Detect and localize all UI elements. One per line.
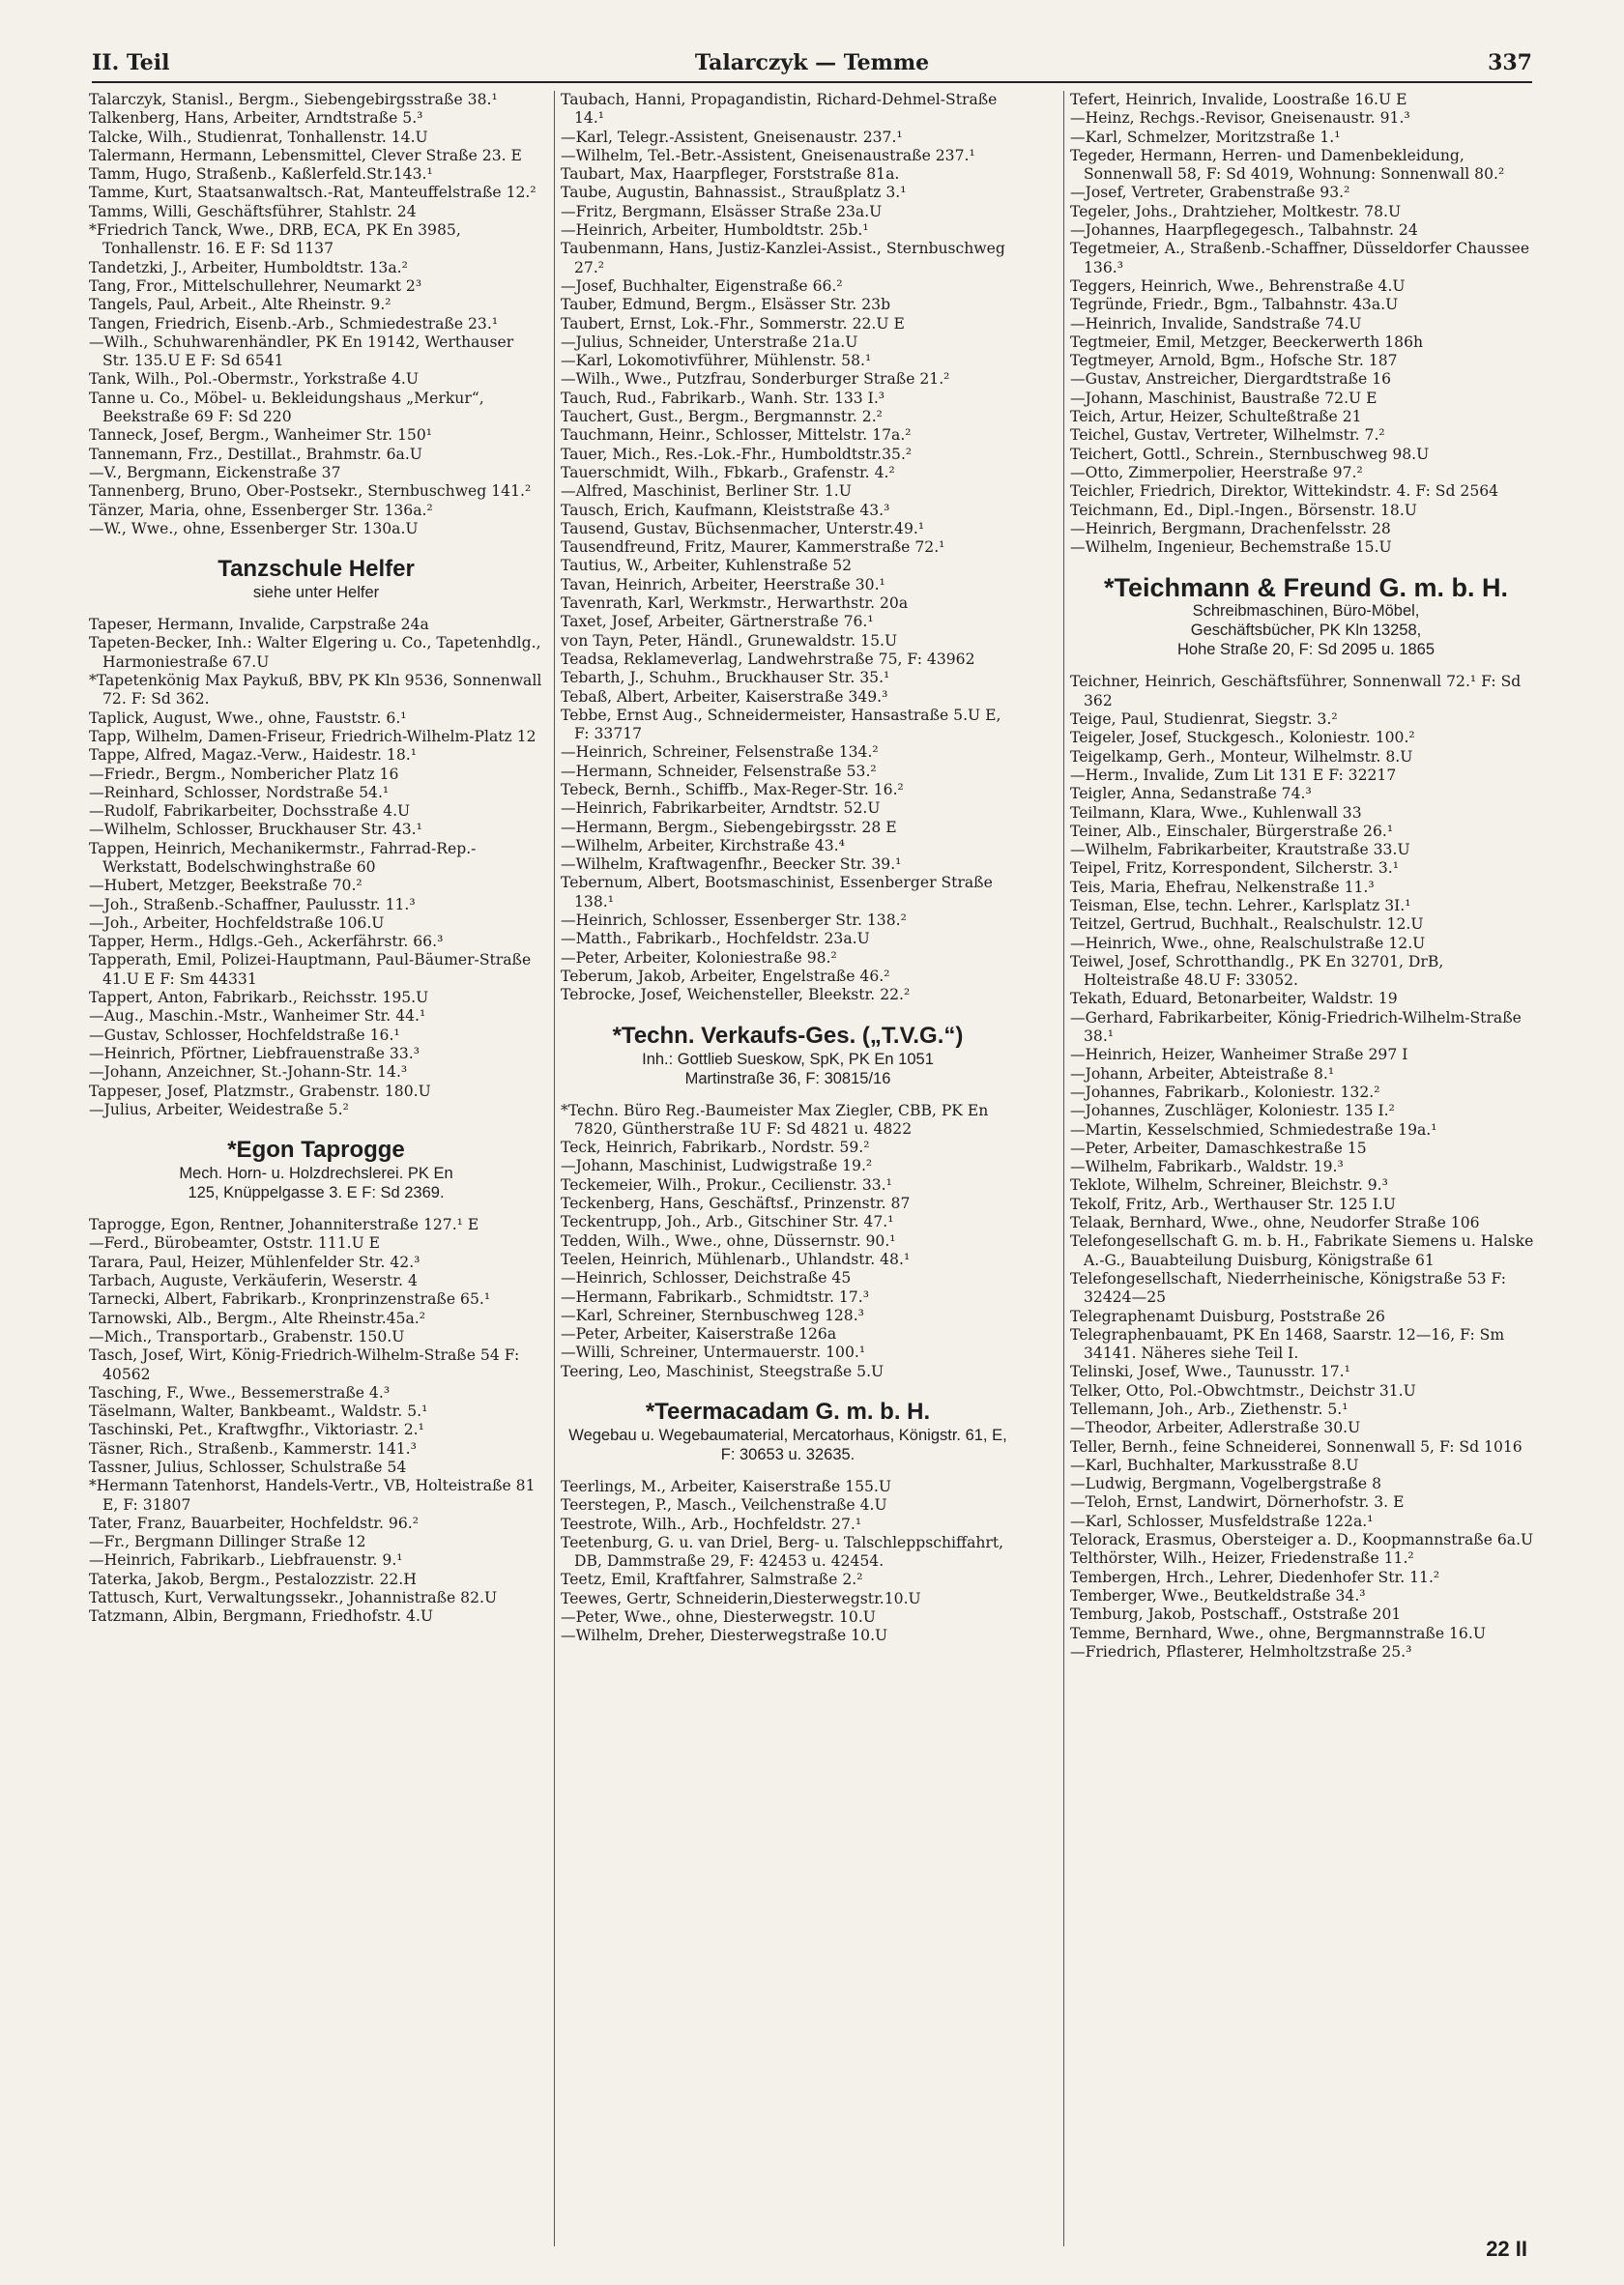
directory-entry: Tegründe, Friedr., Bgm., Talbahnstr. 43a.U <box>1070 296 1399 314</box>
directory-entry: —Wilhelm, Fabrikarbeiter, Krautstraße 33.U <box>1070 841 1410 859</box>
directory-entry: Talermann, Hermann, Lebensmittel, Clever Straße 23. E <box>89 146 522 164</box>
directory-entry: Telker, Otto, Pol.-Obwchtmstr., Deichstr 31.U <box>1070 1381 1416 1400</box>
entry-group <box>1070 673 1542 1662</box>
ad-tanzschule <box>89 556 543 602</box>
directory-entry: —Johann, Maschinist, Baustraße 72.U E <box>1070 389 1378 407</box>
directory-entry: Tandetzki, J., Arbeiter, Humboldtstr. 13a.² <box>89 258 408 276</box>
directory-entry: Tebrocke, Josef, Weichensteller, Bleekstr. 22.² <box>561 986 911 1004</box>
directory-entry: Tapperath, Emil, Polizei-Hauptmann, Paul-Bäumer-Straße 41.U E F: Sm 44331 <box>89 951 532 988</box>
ad-line: 125, Knüppelgasse 3. E F: Sd 2369. <box>188 1184 445 1202</box>
directory-entry: Taubenmann, Hans, Justiz-Kanzlei-Assist., Sternbuschweg 27.² <box>561 240 1005 276</box>
directory-entry: Tauer, Mich., Res.-Lok.-Fhr., Humboldtstr.35.² <box>561 445 913 463</box>
column-1 <box>89 91 543 2246</box>
directory-entry: —Ludwig, Bergmann, Vogelbergstraße 8 <box>1070 1475 1382 1493</box>
directory-entry: —Karl, Schreiner, Sternbuschweg 128.³ <box>561 1306 864 1324</box>
directory-entry: Teerlings, M., Arbeiter, Kaiserstraße 155.U <box>561 1478 892 1495</box>
directory-entry: Tang, Fror., Mittelschullehrer, Neumarkt 2³ <box>89 276 422 295</box>
directory-entry: —Hermann, Fabrikarb., Schmidtstr. 17.³ <box>561 1287 869 1306</box>
directory-entry: —Peter, Arbeiter, Kaiserstraße 126a <box>561 1325 837 1344</box>
directory-entry: Tarnowski, Alb., Bergm., Alte Rheinstr.45a.² <box>89 1309 426 1327</box>
directory-entry: —Karl, Buchhalter, Markusstraße 8.U <box>1070 1456 1359 1474</box>
directory-entry: Tänzer, Maria, ohne, Essenberger Str. 136a.² <box>89 501 433 519</box>
directory-entry: Teiner, Alb., Einschaler, Bürgerstraße 26.¹ <box>1070 822 1394 840</box>
directory-entry: Tamm, Hugo, Straßenb., Kaßlerfeld.Str.143.¹ <box>89 165 433 184</box>
directory-entry: Tappe, Alfred, Magaz.-Verw., Haidestr. 18.¹ <box>89 746 417 765</box>
directory-entry: —Karl, Schlosser, Musfeldstraße 122a.¹ <box>1070 1512 1374 1530</box>
directory-entry: —Willi, Schreiner, Untermauerstr. 100.¹ <box>561 1344 866 1362</box>
directory-entry: —Alfred, Maschinist, Berliner Str. 1.U <box>561 482 852 501</box>
directory-entry: —Mich., Transportarb., Grabenstr. 150.U <box>89 1327 405 1345</box>
directory-entry: —Josef, Buchhalter, Eigenstraße 66.² <box>561 276 843 295</box>
directory-entry: Talcke, Wilh., Studienrat, Tonhallenstr. 14.U <box>89 128 428 146</box>
directory-entry: Tannemann, Frz., Destillat., Brahmstr. 6a.U <box>89 445 422 463</box>
directory-entry: Teipel, Fritz, Korrespondent, Silcherstr. 3.¹ <box>1070 859 1399 878</box>
directory-entry: Tebaß, Albert, Arbeiter, Kaiserstraße 349.³ <box>561 687 888 706</box>
directory-entry: —Heinrich, Wwe., ohne, Realschulstraße 12.U <box>1070 934 1426 952</box>
directory-entry: Tarara, Paul, Heizer, Mühlenfelder Str. 42.³ <box>89 1253 420 1271</box>
directory-entry: Tapeten-Becker, Inh.: Walter Elgering u. Co., Tapetenhdlg., Harmoniestraße 67.U <box>89 634 541 671</box>
directory-entry: Tatzmann, Albin, Bergmann, Friedhofstr. 4.U <box>89 1607 434 1626</box>
directory-entry: Teckentrupp, Joh., Arb., Gitschiner Str. 47.¹ <box>561 1213 894 1231</box>
directory-entry: —Johann, Anzeichner, St.-Johann-Str. 14.³ <box>89 1063 408 1082</box>
directory-entry: —Hermann, Bergm., Siebengebirgsstr. 28 E <box>561 818 897 836</box>
directory-entry: —Wilhelm, Schlosser, Bruckhauser Str. 43.¹ <box>89 821 422 839</box>
directory-entry: —Heinrich, Schreiner, Felsenstraße 134.² <box>561 743 879 762</box>
directory-entry: Tappen, Heinrich, Mechanikermstr., Fahrrad-Rep.-Werkstatt, Bodelschwinghstraße 60 <box>89 839 477 876</box>
directory-entry: Teitzel, Gertrud, Buchhalt., Realschulstr. 12.U <box>1070 915 1424 934</box>
directory-entry: Tattusch, Kurt, Verwaltungssekr., Johannistraße 82.U <box>89 1589 498 1607</box>
directory-entry: Tassner, Julius, Schlosser, Schulstraße 54 <box>89 1459 407 1476</box>
directory-entry: Tank, Wilh., Pol.-Obermstr., Yorkstraße 4.U <box>89 370 419 389</box>
ad-techn <box>561 1023 1015 1088</box>
directory-entry: —Otto, Zimmerpolier, Heerstraße 97.² <box>1070 463 1363 481</box>
directory-entry: —Peter, Arbeiter, Koloniestraße 98.² <box>561 948 837 967</box>
directory-entry: Tekath, Eduard, Betonarbeiter, Waldstr. 19 <box>1070 990 1398 1008</box>
directory-entry: Taube, Augustin, Bahnassist., Straußplatz 3.¹ <box>561 184 907 202</box>
directory-entry: —Reinhard, Schlosser, Nordstraße 54.¹ <box>89 783 390 801</box>
directory-entry: Teichert, Gottl., Schrein., Sternbuschweg 98.U <box>1070 445 1430 463</box>
ad-line: siehe unter Helfer <box>252 584 380 602</box>
directory-entry: Tasching, F., Wwe., Bessemerstraße 4.³ <box>89 1383 391 1402</box>
directory-entry: Teichner, Heinrich, Geschäftsführer, Sonnenwall 72.¹ F: Sd 362 <box>1070 673 1522 709</box>
directory-entry: —Fritz, Bergmann, Elsässer Straße 23a.U <box>561 202 883 220</box>
directory-entry: —Karl, Schmelzer, Moritzstraße 1.¹ <box>1070 128 1341 146</box>
header-part: II. Teil <box>92 50 170 75</box>
ad-line: Martinstraße 36, F: 30815/16 <box>684 1069 891 1087</box>
directory-entry: Teckenberg, Hans, Geschäftsf., Prinzenstr. 87 <box>561 1195 911 1213</box>
directory-entry: Taprogge, Egon, Rentner, Johanniterstraße 127.¹ E <box>89 1216 479 1234</box>
directory-entry: *Tapetenkönig Max Paykuß, BBV, PK Kln 9536, Sonnenwall 72. F: Sd 362. <box>89 672 542 709</box>
directory-entry: —Gustav, Anstreicher, Diergardtstraße 16 <box>1070 370 1392 389</box>
directory-entry: Tedden, Wilh., Wwe., ohne, Düssernstr. 90.¹ <box>561 1231 896 1250</box>
directory-entry: Tembergen, Hrch., Lehrer, Diedenhofer Str. 11.² <box>1070 1568 1440 1586</box>
directory-entry: Tebeck, Bernh., Schiffb., Max-Reger-Str. 16.² <box>561 780 904 798</box>
directory-entry: Teis, Maria, Ehefrau, Nelkenstraße 11.³ <box>1070 878 1375 896</box>
directory-entry: Tauchert, Gust., Bergm., Bergmannstr. 2.² <box>561 408 883 426</box>
directory-entry: —Heinrich, Schlosser, Deichstraße 45 <box>561 1269 852 1287</box>
ad-title: *Teichmann & Freund G. m. b. H. <box>1103 573 1509 603</box>
directory-entry: Teller, Bernh., feine Schneiderei, Sonnenwall 5, F: Sd 1016 <box>1070 1437 1522 1456</box>
directory-entry: Tappert, Anton, Fabrikarb., Reichsstr. 195.U <box>89 989 429 1007</box>
directory-entry: Telorack, Erasmus, Obersteiger a. D., Koopmannstraße 6a.U <box>1070 1531 1534 1549</box>
column-2 <box>554 91 1015 2246</box>
directory-entry: —Hermann, Schneider, Felsenstraße 53.² <box>561 762 877 780</box>
ad-taprogge <box>89 1137 543 1202</box>
directory-entry: Tappeser, Josef, Platzmstr., Grabenstr. 180.U <box>89 1082 431 1100</box>
directory-entry: Teering, Leo, Maschinist, Steegstraße 5.U <box>561 1362 884 1380</box>
directory-entry: Telthörster, Wilh., Heizer, Friedenstraße 11.² <box>1070 1549 1414 1568</box>
directory-entry: —Rudolf, Fabrikarbeiter, Dochsstraße 4.U <box>89 802 411 821</box>
directory-entry: Teck, Heinrich, Fabrikarb., Nordstr. 59.² <box>561 1139 870 1157</box>
directory-entry: Tekolf, Fritz, Arb., Werthauser Str. 125 I.U <box>1070 1195 1396 1213</box>
directory-entry: Telaak, Bernhard, Wwe., ohne, Neudorfer Straße 106 <box>1070 1214 1480 1232</box>
directory-entry: Tegeder, Hermann, Herren- und Damenbekleidung, Sonnenwall 58, F: Sd 4019, Wohnung: Sonnenwall 80.² <box>1070 146 1505 184</box>
ad-line: Geschäftsbücher, PK Kln 13258, <box>1190 622 1422 640</box>
directory-entry: Tebernum, Albert, Bootsmaschinist, Essenberger Straße 138.¹ <box>561 874 993 911</box>
directory-entry: —Heinrich, Bergmann, Drachenfelsstr. 28 <box>1070 519 1391 537</box>
directory-entry: Taterka, Jakob, Bergm., Pestalozzistr. 22.H <box>89 1570 417 1588</box>
directory-entry: Tapeser, Hermann, Invalide, Carpstraße 24a <box>89 616 429 634</box>
directory-entry: —Karl, Telegr.-Assistent, Gneisenaustr. 237.¹ <box>561 128 903 146</box>
entry-group <box>561 91 1015 1005</box>
directory-entry: Teckemeier, Wilh., Prokur., Cecilienstr. 33.¹ <box>561 1175 892 1194</box>
directory-entry: Taubart, Max, Haarpfleger, Forststraße 81a. <box>561 165 900 184</box>
directory-entry: Teetz, Emil, Kraftfahrer, Salmstraße 2.² <box>561 1571 863 1589</box>
ad-title: *Teermacadam G. m. b. H. <box>645 1399 931 1425</box>
directory-entry: Tanneck, Josef, Bergm., Wanheimer Str. 150¹ <box>89 426 432 445</box>
directory-entry: —W., Wwe., ohne, Essenberger Str. 130a.U <box>89 519 419 537</box>
directory-entry: Teestrote, Wilh., Arb., Hochfeldstr. 27.¹ <box>561 1515 862 1533</box>
directory-entry: Tapper, Herm., Hdlgs.-Geh., Ackerfährstr. 66.³ <box>89 933 444 951</box>
directory-entry: Tauber, Edmund, Bergm., Elsässer Str. 23b <box>561 296 891 314</box>
directory-entry: —Friedr., Bergm., Nombericher Platz 16 <box>89 765 399 783</box>
directory-entry: Tauchmann, Heinr., Schlosser, Mittelstr. 17a.² <box>561 426 912 445</box>
ad-line: Hohe Straße 20, F: Sd 2095 u. 1865 <box>1176 641 1435 659</box>
directory-entry: Tamms, Willi, Geschäftsführer, Stahlstr. 24 <box>89 202 417 220</box>
directory-entry: Teberum, Jakob, Arbeiter, Engelstraße 46.² <box>561 967 890 985</box>
directory-entry: Tamme, Kurt, Staatsanwaltsch.-Rat, Manteuffelstraße 12.² <box>89 184 536 202</box>
entry-group <box>89 91 543 538</box>
directory-entry: Tasch, Josef, Wirt, König-Friedrich-Wilhelm-Straße 54 F: 40562 <box>89 1346 520 1383</box>
directory-entry: —Johann, Arbeiter, Abteistraße 8.¹ <box>1070 1064 1335 1083</box>
directory-entry: Temberger, Wwe., Beutkeldstraße 34.³ <box>1070 1586 1366 1605</box>
directory-entry: —V., Bergmann, Eickenstraße 37 <box>89 463 341 481</box>
directory-entry: Teelen, Heinrich, Mühlenarb., Uhlandstr. 48.¹ <box>561 1250 911 1268</box>
directory-entry: —Karl, Lokomotivführer, Mühlenstr. 58.¹ <box>561 352 872 370</box>
directory-entry: Teich, Artur, Heizer, Schulteßtraße 21 <box>1070 408 1362 426</box>
directory-entry: —Ferd., Bürobeamter, Oststr. 111.U E <box>89 1234 381 1253</box>
directory-entry: Tausch, Erich, Kaufmann, Kleiststraße 43.³ <box>561 501 890 519</box>
directory-entry: —Heinrich, Pförtner, Liebfrauenstraße 33.³ <box>89 1044 420 1062</box>
directory-entry: Telefongesellschaft G. m. b. H., Fabrikate Siemens u. Halske A.-G., Bauabteilung Duisburg, Königstraße 61 <box>1070 1232 1534 1269</box>
directory-entry: Teadsa, Reklameverlag, Landwehrstraße 75, F: 43962 <box>561 650 975 668</box>
ad-teermacadam <box>561 1399 1015 1464</box>
directory-entry: Temme, Bernhard, Wwe., ohne, Bergmannstraße 16.U <box>1070 1624 1486 1642</box>
directory-entry: —Friedrich, Pflasterer, Helmholtzstraße 25.³ <box>1070 1642 1412 1661</box>
ad-teichmann <box>1070 574 1542 659</box>
directory-entry: Tannenberg, Bruno, Ober-Postsekr., Sternbuschweg 141.² <box>89 482 532 501</box>
directory-entry: Teigelkamp, Gerh., Monteur, Wilhelmstr. 8.U <box>1070 747 1413 766</box>
directory-entry: —Peter, Arbeiter, Damaschkestraße 15 <box>1070 1139 1367 1157</box>
directory-entry: Teichler, Friedrich, Direktor, Wittekindstr. 4. F: Sd 2564 <box>1070 482 1499 501</box>
directory-entry: Tellemann, Joh., Arb., Ziethenstr. 5.¹ <box>1070 1401 1348 1418</box>
directory-entry: *Hermann Tatenhorst, Handels-Vertr., VB, Holteistraße 81 E, F: 31807 <box>89 1477 536 1514</box>
directory-entry: —Wilhelm, Tel.-Betr.-Assistent, Gneisenaustraße 237.¹ <box>561 146 975 164</box>
directory-entry: Tautius, W., Arbeiter, Kuhlenstraße 52 <box>561 557 853 575</box>
directory-entry: —Aug., Maschin.-Mstr., Wanheimer Str. 44.¹ <box>89 1007 426 1026</box>
directory-entry: —Matth., Fabrikarb., Hochfeldstr. 23a.U <box>561 930 870 948</box>
directory-entry: —Heinrich, Fabrikarb., Liebfrauenstr. 9.¹ <box>89 1551 403 1570</box>
directory-entry: Taxet, Josef, Arbeiter, Gärtnerstraße 76.¹ <box>561 613 874 631</box>
directory-entry: Tavan, Heinrich, Arbeiter, Heerstraße 30.¹ <box>561 575 885 593</box>
directory-entry: —Julius, Arbeiter, Weidestraße 5.² <box>89 1100 349 1118</box>
page-number: 337 <box>1488 50 1532 75</box>
directory-entry: Tebbe, Ernst Aug., Schneidermeister, Hansastraße 5.U E, F: 33717 <box>561 706 1001 743</box>
header-names: Talarczyk — Temme <box>694 50 930 75</box>
directory-entry: Tauch, Rud., Fabrikarb., Wanh. Str. 133 I.³ <box>561 389 885 407</box>
ad-line: Schreibmaschinen, Büro-Möbel, <box>1192 602 1420 621</box>
directory-entry: —Wilh., Schuhwarenhändler, PK En 19142, Werthauser Str. 135.U E F: Sd 6541 <box>89 333 514 370</box>
directory-entry: Tegtmeyer, Arnold, Bgm., Hofsche Str. 187 <box>1070 352 1398 370</box>
directory-entry: Tebarth, J., Schuhm., Bruckhauser Str. 35.¹ <box>561 669 890 687</box>
entry-group <box>561 1478 1015 1646</box>
directory-entry: Tegeler, Johs., Drahtzieher, Moltkestr. 78.U <box>1070 202 1402 220</box>
directory-entry: —Heinrich, Schlosser, Essenberger Str. 138.² <box>561 911 907 930</box>
ad-title: *Techn. Verkaufs-Ges. („T.V.G.“) <box>612 1022 964 1049</box>
directory-entry: Talarczyk, Stanisl., Bergm., Siebengebirgsstraße 38.¹ <box>89 91 498 108</box>
directory-entry: —Heinrich, Fabrikarbeiter, Arndtstr. 52.U <box>561 799 881 818</box>
directory-entry: —Julius, Schneider, Unterstraße 21a.U <box>561 333 858 351</box>
directory-entry: Teetenburg, G. u. van Driel, Berg- u. Talschleppschiffahrt, DB, Dammstraße 29, F: 42453 u. 42454. <box>561 1533 1004 1571</box>
ad-title: *Egon Taprogge <box>227 1137 405 1164</box>
directory-entry: Teige, Paul, Studienrat, Siegstr. 3.² <box>1070 710 1338 729</box>
directory-entry: Tegtmeier, Emil, Metzger, Beeckerwerth 186h <box>1070 333 1424 351</box>
entry-group <box>89 1216 543 1627</box>
directory-entry: —Heinrich, Invalide, Sandstraße 74.U <box>1070 314 1362 333</box>
ad-title: Tanzschule Helfer <box>218 556 415 583</box>
directory-entry: Tapp, Wilhelm, Damen-Friseur, Friedrich-Wilhelm-Platz 12 <box>89 727 536 745</box>
directory-entry: *Friedrich Tanck, Wwe., DRB, ECA, PK En 3985, Tonhallenstr. 16. E F: Sd 1137 <box>89 221 461 258</box>
directory-entry: —Theodor, Arbeiter, Adlerstraße 30.U <box>1070 1419 1361 1437</box>
directory-entry: —Teloh, Ernst, Landwirt, Dörnerhofstr. 3. E <box>1070 1493 1405 1512</box>
directory-entry: —Wilh., Wwe., Putzfrau, Sonderburger Straße 21.² <box>561 370 950 389</box>
directory-entry: —Joh., Arbeiter, Hochfeldstraße 106.U <box>89 913 385 932</box>
entry-group <box>89 616 543 1119</box>
directory-entry: —Wilhelm, Dreher, Diesterwegstraße 10.U <box>561 1627 888 1645</box>
directory-entry: Taubert, Ernst, Lok.-Fhr., Sommerstr. 22.U E <box>561 314 905 333</box>
directory-entry: Taplick, August, Wwe., ohne, Fauststr. 6.¹ <box>89 709 407 727</box>
directory-entry: Taschinski, Pet., Kraftwgfhr., Viktoriastr. 2.¹ <box>89 1421 424 1439</box>
column-3 <box>1063 91 1542 2246</box>
directory-entry: —Hubert, Metzger, Beekstraße 70.² <box>89 877 362 895</box>
directory-entry: Telegraphenbauamt, PK En 1468, Saarstr. 12—16, F: Sm 34141. Näheres siehe Teil I. <box>1070 1325 1505 1363</box>
directory-entry: Teklote, Wilhelm, Schreiner, Bleichstr. 9.³ <box>1070 1176 1388 1195</box>
directory-entry: Telinski, Josef, Wwe., Taunusstr. 17.¹ <box>1070 1363 1350 1381</box>
directory-entry: —Josef, Vertreter, Grabenstraße 93.² <box>1070 184 1350 202</box>
directory-entry: —Johannes, Zuschläger, Koloniestr. 135 I.² <box>1070 1102 1395 1120</box>
directory-entry: —Johannes, Haarpflegegesch., Talbahnstr. 24 <box>1070 221 1418 240</box>
directory-entry: Tavenrath, Karl, Werkmstr., Herwarthstr. 20a <box>561 594 909 613</box>
directory-entry: Tangen, Friedrich, Eisenb.-Arb., Schmiedestraße 23.¹ <box>89 314 499 333</box>
directory-entry: Täsner, Rich., Straßenb., Kammerstr. 141.³ <box>89 1439 417 1458</box>
directory-entry: Teigeler, Josef, Stuckgesch., Koloniestr. 100.² <box>1070 729 1415 747</box>
ad-line: Mech. Horn- u. Holzdrechslerei. PK En <box>179 1165 453 1183</box>
directory-entry: Tarbach, Auguste, Verkäuferin, Weserstr. 4 <box>89 1272 418 1290</box>
directory-entry: Teilmann, Klara, Wwe., Kuhlenwall 33 <box>1070 803 1362 822</box>
directory-entry: Telefongesellschaft, Niederrheinische, Königstraße 53 F: 32424—25 <box>1070 1269 1507 1307</box>
directory-entry: —Wilhelm, Kraftwagenfhr., Beecker Str. 39.¹ <box>561 855 902 874</box>
directory-entry: —Heinrich, Arbeiter, Humboldtstr. 25b.¹ <box>561 221 869 240</box>
directory-entry: —Peter, Wwe., ohne, Diesterwegstr. 10.U <box>561 1608 876 1627</box>
directory-entry: —Wilhelm, Fabrikarb., Waldstr. 19.³ <box>1070 1158 1344 1176</box>
page-header <box>92 46 1532 83</box>
directory-entry: —Johann, Maschinist, Ludwigstraße 19.² <box>561 1157 873 1175</box>
entry-group <box>561 1102 1015 1381</box>
directory-entry: —Heinrich, Heizer, Wanheimer Straße 297 I <box>1070 1046 1408 1064</box>
directory-entry: Teisman, Else, techn. Lehrer., Karlsplatz 3I.¹ <box>1070 896 1411 914</box>
directory-entry: Teiwel, Josef, Schrotthandlg., PK En 32701, DrB, Holteistraße 48.U F: 33052. <box>1070 952 1444 990</box>
directory-entry: Teichmann, Ed., Dipl.-Ingen., Börsenstr. 18.U <box>1070 501 1417 519</box>
directory-entry: Tefert, Heinrich, Invalide, Loostraße 16.U E <box>1070 91 1407 108</box>
directory-entry: Tausend, Gustav, Büchsenmacher, Unterstr.49.¹ <box>561 519 925 537</box>
directory-entry: Tangels, Paul, Arbeit., Alte Rheinstr. 9.² <box>89 296 392 314</box>
entry-group <box>1070 91 1542 557</box>
directory-entry: —Heinz, Rechgs.-Revisor, Gneisenaustr. 91.³ <box>1070 109 1410 128</box>
directory-entry: Talkenberg, Hans, Arbeiter, Arndtstraße 5.³ <box>89 109 423 128</box>
directory-entry: Telegraphenamt Duisburg, Poststraße 26 <box>1070 1307 1385 1325</box>
directory-entry: Tanne u. Co., Möbel- u. Bekleidungshaus „Merkur“, Beekstraße 69 F: Sd 220 <box>89 389 484 426</box>
directory-entry: —Wilhelm, Arbeiter, Kirchstraße 43.⁴ <box>561 836 845 854</box>
directory-entry: Taubach, Hanni, Propagandistin, Richard-Dehmel-Straße 14.¹ <box>561 91 998 128</box>
signature-mark: 22 II <box>1486 2237 1527 2261</box>
directory-entry: —Gustav, Schlosser, Hochfeldstraße 16.¹ <box>89 1026 400 1044</box>
directory-entry: —Johannes, Fabrikarb., Koloniestr. 132.² <box>1070 1083 1380 1101</box>
directory-entry: Tarnecki, Albert, Fabrikarb., Kronprinzenstraße 65.¹ <box>89 1290 491 1309</box>
directory-entry: Tater, Franz, Bauarbeiter, Hochfeldstr. 96.² <box>89 1514 419 1532</box>
ad-line: Inh.: Gottlieb Sueskow, SpK, PK En 1051 <box>642 1050 934 1068</box>
directory-entry: Tauerschmidt, Wilh., Fbkarb., Grafenstr. 4.² <box>561 463 895 481</box>
directory-entry: Teewes, Gertr, Schneiderin,Diesterwegstr.10.U <box>561 1589 921 1607</box>
directory-entry: Teigler, Anna, Sedanstraße 74.³ <box>1070 785 1312 803</box>
directory-entry: —Gerhard, Fabrikarbeiter, König-Friedrich-Wilhelm-Straße 38.¹ <box>1070 1008 1522 1046</box>
directory-entry: *Techn. Büro Reg.-Baumeister Max Ziegler, CBB, PK En 7820, Güntherstraße 1U F: Sd 4821 u. 4822 <box>561 1101 989 1138</box>
directory-entry: Tausendfreund, Fritz, Maurer, Kammerstraße 72.¹ <box>561 538 945 557</box>
directory-entry: Tegetmeier, A., Straßenb.-Schaffner, Düsseldorfer Chaussee 136.³ <box>1070 240 1530 276</box>
directory-entry: Täselmann, Walter, Bankbeamt., Waldstr. 5.¹ <box>89 1403 428 1421</box>
directory-entry: —Joh., Straßenb.-Schaffner, Paulusstr. 11.³ <box>89 895 416 913</box>
directory-entry: Teerstegen, P., Masch., Veilchenstraße 4.U <box>561 1496 887 1515</box>
directory-entry: —Fr., Bergmann Dillinger Straße 12 <box>89 1533 366 1551</box>
directory-entry: —Herm., Invalide, Zum Lit 131 E F: 32217 <box>1070 766 1397 784</box>
directory-entry: —Martin, Kesselschmied, Schmiedestraße 19a.¹ <box>1070 1120 1437 1139</box>
directory-entry: Teggers, Heinrich, Wwe., Behrenstraße 4.U <box>1070 276 1406 295</box>
directory-entry: von Tayn, Peter, Händl., Grunewaldstr. 15.U <box>561 631 898 650</box>
directory-entry: —Wilhelm, Ingenieur, Bechemstraße 15.U <box>1070 538 1392 557</box>
ad-line: Wegebau u. Wegebaumaterial, Mercatorhaus, Königstr. 61, E, F: 30653 u. 32635. <box>568 1427 1007 1463</box>
directory-entry: Temburg, Jakob, Postschaff., Oststraße 201 <box>1070 1605 1402 1624</box>
directory-entry: Teichel, Gustav, Vertreter, Wilhelmstr. 7.² <box>1070 426 1385 445</box>
